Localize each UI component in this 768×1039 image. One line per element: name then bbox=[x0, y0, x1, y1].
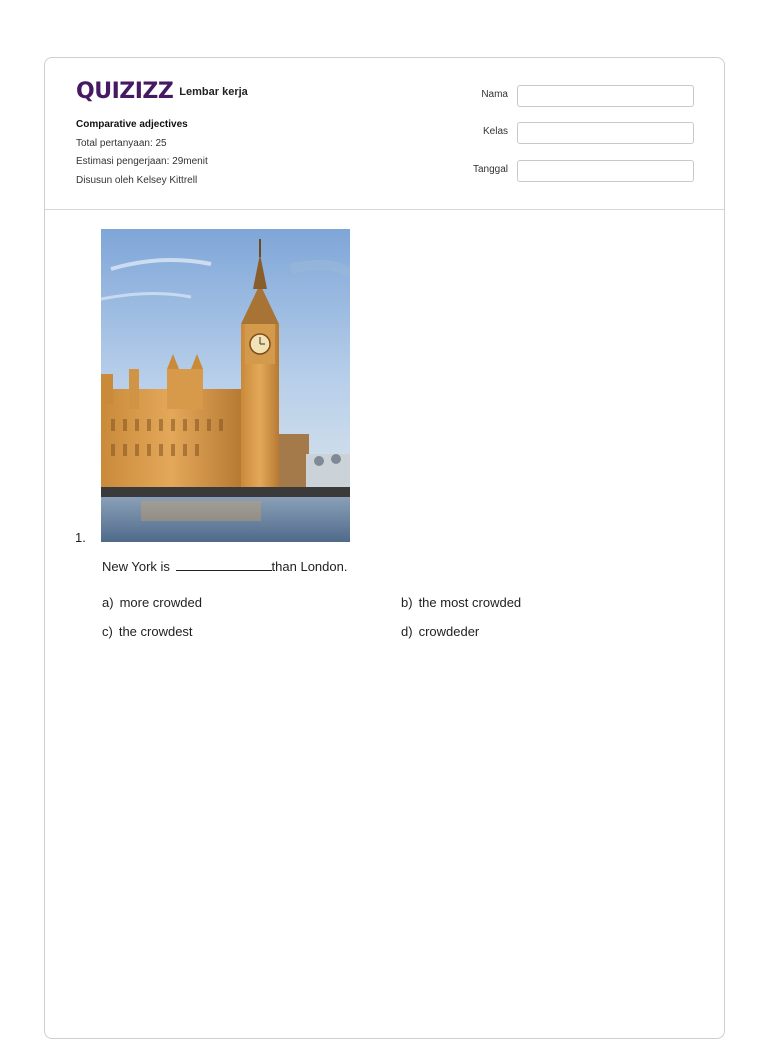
date-label: Tanggal bbox=[472, 164, 508, 175]
question-number: 1. bbox=[75, 530, 86, 545]
option-label: the crowdest bbox=[118, 624, 193, 639]
option-b[interactable] bbox=[401, 595, 521, 610]
name-field[interactable] bbox=[517, 85, 694, 107]
option-label: more crowded bbox=[119, 595, 202, 610]
logo-subtitle: Lembar kerja bbox=[179, 86, 248, 98]
logo-row bbox=[76, 80, 248, 104]
question-text-before: New York is bbox=[102, 559, 170, 574]
quizizz-logo: QUIZIZZ bbox=[76, 79, 174, 104]
worksheet-meta bbox=[76, 116, 208, 190]
answer-blank bbox=[176, 569, 272, 571]
class-label: Kelas bbox=[482, 126, 508, 137]
date-field[interactable] bbox=[517, 160, 694, 182]
option-c[interactable] bbox=[102, 624, 193, 639]
total-questions: Total pertanyaan: 25 bbox=[76, 137, 167, 149]
author: Disusun oleh Kelsey Kittrell bbox=[76, 174, 198, 186]
class-field[interactable] bbox=[517, 122, 694, 144]
option-key: a) bbox=[102, 595, 114, 610]
name-label: Nama bbox=[481, 89, 508, 100]
worksheet-card bbox=[44, 57, 725, 1039]
question-text-after: than London. bbox=[271, 559, 348, 574]
question-text bbox=[102, 559, 347, 574]
option-label: crowdeder bbox=[418, 624, 480, 639]
option-key: d) bbox=[401, 624, 413, 639]
option-d[interactable] bbox=[401, 624, 479, 639]
worksheet-title: Comparative adjectives bbox=[76, 119, 188, 130]
option-key: b) bbox=[401, 595, 413, 610]
option-key: c) bbox=[102, 624, 113, 639]
big-ben-image bbox=[101, 229, 350, 542]
worksheet-header bbox=[45, 58, 724, 210]
option-a[interactable] bbox=[102, 595, 202, 610]
option-label: the most crowded bbox=[418, 595, 522, 610]
estimated-time: Estimasi pengerjaan: 29menit bbox=[76, 156, 208, 167]
